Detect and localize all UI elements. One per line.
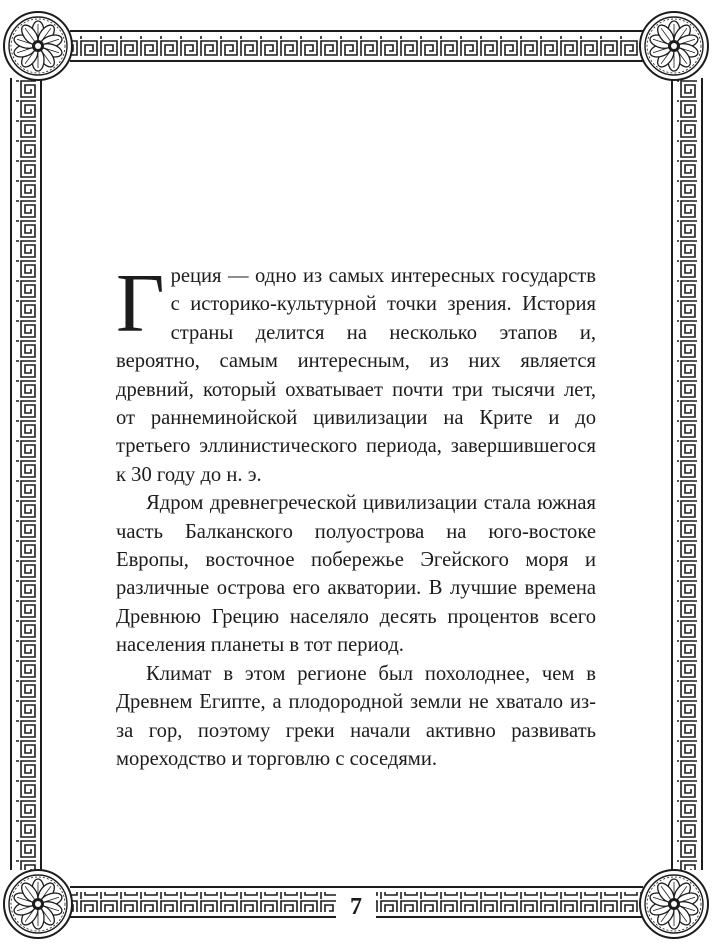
corner-rosette-top-right xyxy=(640,12,708,80)
page-number: 7 xyxy=(336,892,376,922)
paragraph-1: Греция — одно из самых интересных государств с историко-культурной точки зрения. История страны делится на несколько этапов и, вероятно, самым интересным, из них является древний, который охватывает почти три тысячи лет, от раннеминойской цивилизации на Крите и до третьего эллинистического периода, завершившегося к 30 году до н. э. xyxy=(116,257,596,486)
body-text xyxy=(116,257,596,773)
paragraph-3: Климат в этом регионе был похолоднее, чем в Древнем Египте, а плодородной земли не хватало из-за гор, поэтому греки начали активно развивать мореходство и торговлю с соседями. xyxy=(116,662,596,770)
paragraph-2: Ядром древнегреческой цивилизации стала южная часть Балканского полуострова на юго-востоке Европы, восточное побережье Эгейского моря и различные острова его акватории. В лучшие времена Древнюю Грецию населяло десять процентов всего населения планеты в тот период. xyxy=(116,492,596,657)
corner-rosette-bottom-left xyxy=(4,870,72,938)
corner-rosette-top-left xyxy=(4,12,72,80)
corner-rosette-bottom-right xyxy=(640,870,708,938)
drop-cap: Г xyxy=(116,257,165,350)
